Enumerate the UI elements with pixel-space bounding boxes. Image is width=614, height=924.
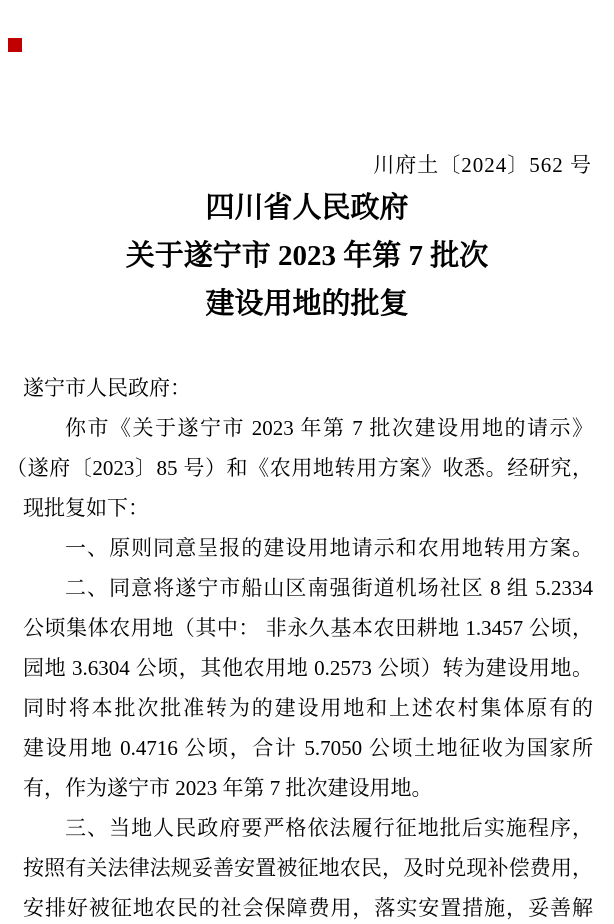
body-line: 园地 3.6304 公顷，其他农用地 0.2573 公顷）转为建设用地。 bbox=[23, 656, 593, 680]
red-square-marker bbox=[8, 38, 22, 52]
body-line: 按照有关法律法规妥善安置被征地农民，及时兑现补偿费用， bbox=[23, 856, 593, 880]
document-title bbox=[0, 184, 614, 328]
document-number: 川府土〔2024〕562 号 bbox=[373, 153, 592, 177]
body-line-item-2: 二、同意将遂宁市船山区南强街道机场社区 8 组 5.2334 bbox=[65, 576, 593, 600]
body-line: 你市《关于遂宁市 2023 年第 7 批次建设用地的请示》 bbox=[65, 416, 593, 440]
body-line-item-3: 三、当地人民政府要严格依法履行征地批后实施程序， bbox=[65, 816, 593, 840]
document-body bbox=[6, 368, 593, 924]
salutation-line: 遂宁市人民政府： bbox=[23, 376, 191, 400]
body-line: 公顷集体农用地（其中： 非永久基本农田耕地 1.3457 公顷， bbox=[23, 616, 593, 640]
body-line-item-1: 一、原则同意呈报的建设用地请示和农用地转用方案。 bbox=[65, 536, 593, 560]
title-line-subject-2: 建设用地的批复 bbox=[205, 288, 409, 320]
body-line: 有，作为遂宁市 2023 年第 7 批次建设用地。 bbox=[23, 776, 433, 800]
body-line: 现批复如下： bbox=[23, 496, 149, 520]
body-line: 安排好被征地农民的社会保障费用，落实安置措施，妥善解 bbox=[23, 896, 593, 920]
title-line-subject: 关于遂宁市 2023 年第 7 批次 bbox=[125, 240, 489, 272]
body-line: 同时将本批次批准转为的建设用地和上述农村集体原有的 bbox=[23, 696, 593, 720]
title-line-issuer: 四川省人民政府 bbox=[205, 192, 409, 224]
body-line: （遂府〔2023〕85 号）和《农用地转用方案》收悉。经研究， bbox=[6, 456, 593, 480]
body-line: 建设用地 0.4716 公顷，合计 5.7050 公顷土地征收为国家所 bbox=[23, 736, 593, 760]
